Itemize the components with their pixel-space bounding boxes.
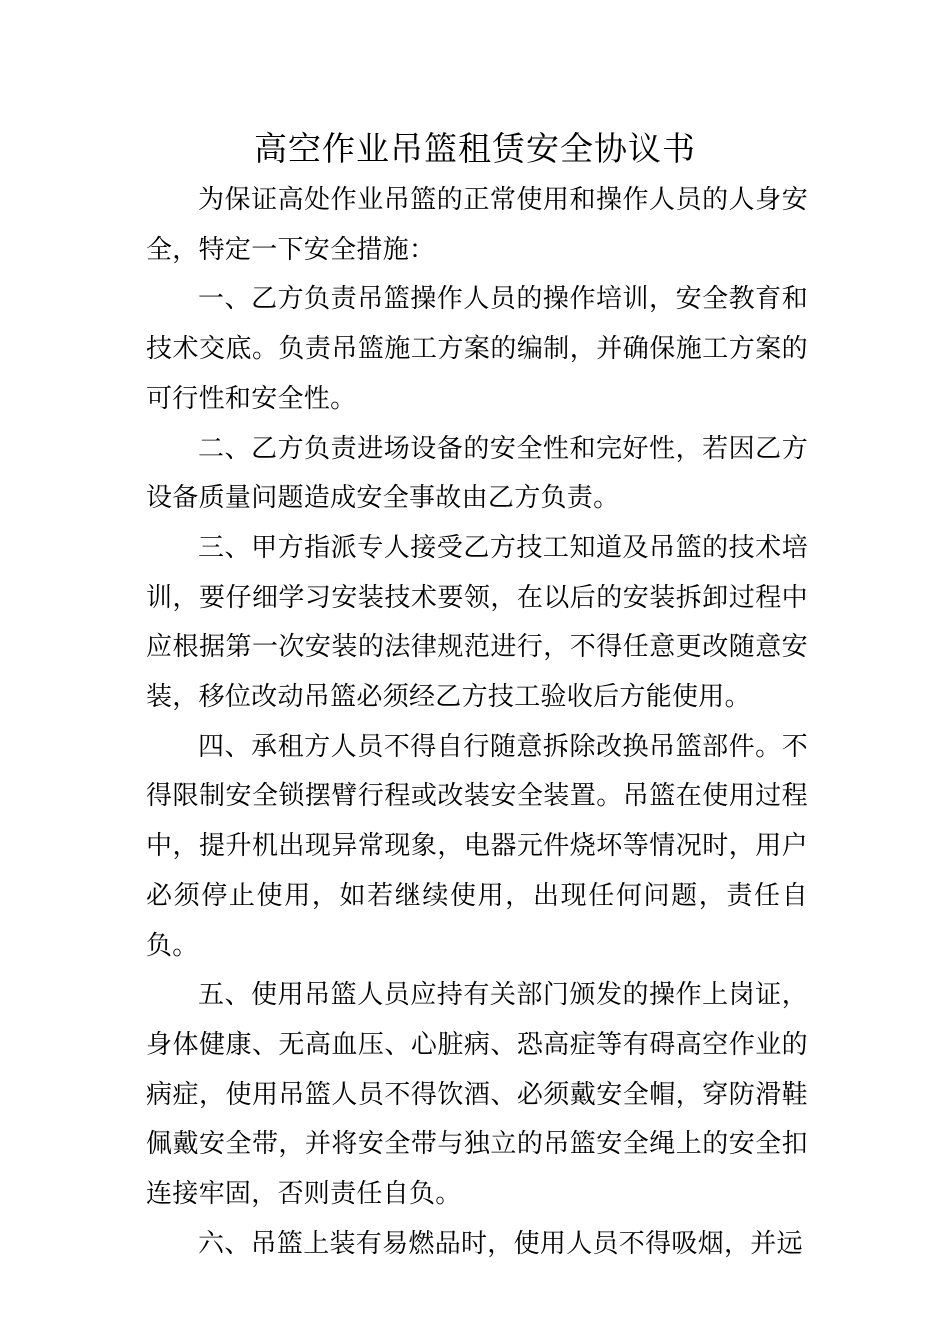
- paragraph-intro: 为保证高处作业吊篮的正常使用和操作人员的人身安全，特定一下安全措施：: [146, 185, 808, 265]
- document-title: 高空作业吊篮租赁安全协议书: [254, 129, 696, 168]
- paragraph-clause-6: 六、吊篮上装有易燃品时，使用人员不得吸烟，并远: [198, 1228, 803, 1259]
- paragraph-clause-1: 一、乙方负责吊篮操作人员的操作培训，安全教育和技术交底。负责吊篮施工方案的编制，并确保施工方案的可行性和安全性。: [146, 284, 808, 414]
- paragraph-clause-5: 五、使用吊篮人员应持有关部门颁发的操作上岗证，身体健康、无高血压、心脏病、恐高症等有碍高空作业的病症，使用吊篮人员不得饮酒、必须戴安全帽，穿防滑鞋佩戴安全带，并将安全带与独立的吊篮安全绳上的安全扣连接牢固，否则责任自负。: [146, 980, 808, 1210]
- paragraph-clause-2: 二、乙方负责进场设备的安全性和完好性，若因乙方设备质量问题造成安全事故由乙方负责。: [146, 433, 808, 514]
- document-body: [146, 176, 808, 1269]
- paragraph-clause-3: 三、甲方指派专人接受乙方技工知道及吊篮的技术培训，要仔细学习安装技术要领，在以后的安装拆卸过程中应根据第一次安装的法律规范进行，不得任意更改随意安装，移位改动吊篮必须经乙方技工验收后方能使用。: [146, 532, 808, 713]
- paragraph-clause-4: 四、承租方人员不得自行随意拆除改换吊篮部件。不得限制安全锁摆臂行程或改装安全装置。吊篮在使用过程中，提升机出现异常现象，电器元件烧坏等情况时，用户必须停止使用，如若继续使用，出现任何问题，责任自负。: [146, 731, 808, 961]
